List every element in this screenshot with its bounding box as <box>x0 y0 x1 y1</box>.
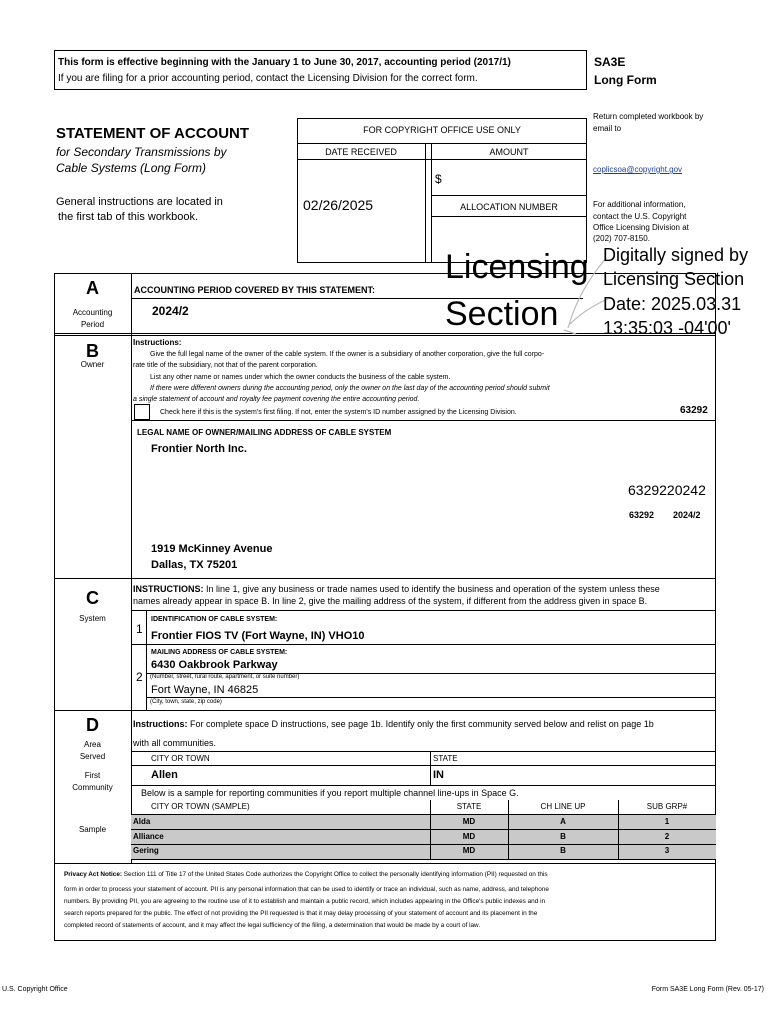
sample-row-2-subgrp: 2 <box>664 832 670 841</box>
first-community-city: Allen <box>151 769 178 781</box>
signature-line-3: Date: 2025.03.31 <box>603 294 742 314</box>
sample-row-3-subgrp: 3 <box>664 846 670 855</box>
footer-left: U.S. Copyright Office <box>2 986 68 993</box>
mailing-address-label: MAILING ADDRESS OF CABLE SYSTEM: <box>151 649 288 656</box>
section-d-served-label: Served <box>79 752 106 761</box>
section-b-instruction-3: List any other name or names under which the owner conducts the business of the cable system. <box>150 374 451 381</box>
sample-row-3-lineup: B <box>560 846 566 855</box>
long-system-id: 6329220242 <box>628 482 706 498</box>
contact-info-3: Office Licensing Division at <box>593 223 689 232</box>
section-c-instructions-2: names already appear in space B. In line 2, give the mailing address of the system, if different from the address given in space B. <box>133 596 648 606</box>
sample-row-2-state: MD <box>462 832 476 841</box>
first-filing-checkbox[interactable] <box>134 404 150 420</box>
privacy-notice-text-1: Section 111 of Title 17 of the United States Code authorizes the Copyright Office to collect the personally identifying information (PII) requested on this <box>122 871 548 878</box>
return-instructions-2: email to <box>593 124 622 133</box>
section-a-label-1: Accounting <box>72 308 113 317</box>
signature-line-4: 13:35:03 -04'00' <box>603 318 731 338</box>
contact-info-1: For additional information, <box>593 200 686 209</box>
sample-row-1-subgrp: 1 <box>664 817 670 826</box>
signature-stamp-licensing: Licensing <box>445 248 589 286</box>
contact-info-2: contact the U.S. Copyright <box>593 212 687 221</box>
section-a-label-2: Period <box>80 320 105 329</box>
section-d-first-label: First <box>84 771 101 780</box>
return-instructions-1: Return completed workbook by <box>593 112 704 121</box>
identification-label: IDENTIFICATION OF CABLE SYSTEM: <box>151 616 278 623</box>
date-received-label: DATE RECEIVED <box>325 147 397 157</box>
signature-stamp-section: Section <box>445 295 559 333</box>
section-d-instructions-text: For complete space D instructions, see page 1b. Identify only the first community served below and relist on page 1b <box>187 719 654 729</box>
section-c-instructions-bold: INSTRUCTIONS: <box>133 584 204 594</box>
sample-header-city: CITY OR TOWN (SAMPLE) <box>151 802 250 811</box>
section-d-instructions-bold: Instructions: <box>133 719 188 729</box>
section-c-instructions-1 <box>133 584 660 595</box>
owner-address-line-2: Dallas, TX 75201 <box>151 559 238 571</box>
signature-line-2: Licensing Section <box>603 269 745 289</box>
sample-row-3-state: MD <box>462 846 476 855</box>
first-filing-label: Check here if this is the system's first filing. If not, enter the system's ID number assigned by the Licensing Division. <box>160 409 517 416</box>
section-b-instruction-4: If there were different owners during the accounting period, only the owner on the last day of the accounting period should submit <box>150 385 550 392</box>
amount-label: AMOUNT <box>489 147 529 157</box>
document-subtitle-1: for Secondary Transmissions by <box>56 145 227 159</box>
section-c-label: System <box>79 614 106 623</box>
privacy-notice-line-1 <box>64 871 548 879</box>
privacy-notice-line-2: form in order to process your statement of account. PII is any personal information that can be used to identify or trace an individual, such as name, address, and telephone <box>64 886 549 893</box>
short-period: 2024/2 <box>673 510 701 520</box>
sample-row-2-lineup: B <box>560 832 566 841</box>
street-hint: (Number, street, rural route, apartment, or suite number) <box>150 674 300 680</box>
sample-row-1-city: Alda <box>133 817 151 826</box>
contact-info-4: (202) 707-8150. <box>593 234 650 243</box>
city-hint: (City, town, state, zip code) <box>150 699 222 705</box>
form-code: SA3E <box>594 55 626 69</box>
legal-name-label: LEGAL NAME OF OWNER/MAILING ADDRESS OF CABLE SYSTEM <box>137 428 392 437</box>
section-c-instructions-text: In line 1, give any business or trade names used to identify the business and operation of the system unless these <box>203 584 660 594</box>
section-b-instructions-heading: Instructions: <box>133 338 182 347</box>
privacy-notice-line-5: completed record of statements of account, and it may affect the legal sufficiency of the filing, a determination that would be made by a court of law. <box>64 922 481 929</box>
first-community-state: IN <box>433 769 444 781</box>
amount-symbol: $ <box>435 172 442 186</box>
city-or-town-label: CITY OR TOWN <box>151 754 210 763</box>
sample-row-2-city: Alliance <box>133 832 164 841</box>
system-line-1-number: 1 <box>136 622 143 636</box>
document-subtitle-2: Cable Systems (Long Form) <box>56 161 207 175</box>
system-line-2-number: 2 <box>136 670 143 684</box>
general-instructions-2: the first tab of this workbook. <box>58 211 199 223</box>
form-name: Long Form <box>594 73 657 87</box>
office-use-heading: FOR COPYRIGHT OFFICE USE ONLY <box>363 125 521 135</box>
section-c-letter: C <box>86 588 99 608</box>
cable-system-name: Frontier FIOS TV (Fort Wayne, IN) VHO10 <box>151 630 365 642</box>
section-d-instructions-2: with all communities. <box>133 738 217 748</box>
privacy-notice-bold: Privacy Act Notice: <box>64 871 123 878</box>
footer-right: Form SA3E Long Form (Rev. 05-17) <box>651 986 764 993</box>
allocation-number-label: ALLOCATION NUMBER <box>460 202 558 212</box>
cable-system-street: 6430 Oakbrook Parkway <box>151 659 278 671</box>
effective-notice-line2: If you are filing for a prior accounting period, contact the Licensing Division for the correct form. <box>58 73 478 84</box>
cable-system-city: Fort Wayne, IN 46825 <box>151 684 259 696</box>
section-d-instructions-1 <box>133 719 654 730</box>
sample-row-1-lineup: A <box>560 817 566 826</box>
general-instructions-1: General instructions are located in <box>56 196 223 208</box>
section-b-instruction-1: Give the full legal name of the owner of the cable system. If the owner is a subsidiary of another corporation, give the full corpo- <box>150 351 545 358</box>
return-email-link[interactable]: coplicsoa@copyright.gov <box>593 165 683 174</box>
privacy-notice-line-3: numbers. By providing PII, you are agreeing to the routine use of it to establish and maintain a public record, which includes appearing in the Office's public indexes and in <box>64 898 546 905</box>
date-received-value: 02/26/2025 <box>303 197 374 213</box>
section-b-instruction-2: rate title of the subsidiary, not that of the parent corporation. <box>133 362 318 369</box>
sample-header-ch-line-up: CH LINE UP <box>540 802 586 811</box>
section-d-area-label: Area <box>84 740 101 749</box>
owner-name: Frontier North Inc. <box>151 443 247 455</box>
privacy-notice-line-4: search reports prepared for the public. The effect of not providing the PII requested is that it may delay processing of your statement of account and its placement in the <box>64 910 538 917</box>
sample-header-sub-grp: SUB GRP# <box>646 802 688 811</box>
sample-row-1-state: MD <box>462 817 476 826</box>
sample-header-state: STATE <box>456 802 482 811</box>
document-title: STATEMENT OF ACCOUNT <box>56 125 250 142</box>
section-b-label: Owner <box>80 360 105 369</box>
state-label: STATE <box>433 754 458 763</box>
section-d-letter: D <box>86 715 99 735</box>
sample-row-3-city: Gering <box>133 846 159 855</box>
section-b-letter: B <box>86 341 99 361</box>
accounting-period-value: 2024/2 <box>152 304 189 318</box>
section-b-instruction-5: a single statement of account and royalty fee payment covering the entire accounting period. <box>133 396 420 403</box>
sample-note: Below is a sample for reporting communities if you report multiple channel line-ups in Space G. <box>141 788 519 798</box>
signature-line-1: Digitally signed by <box>603 245 749 265</box>
section-a-letter: A <box>86 278 99 298</box>
system-id-value: 63292 <box>680 405 708 416</box>
section-d-sample-label: Sample <box>78 825 107 834</box>
accounting-period-heading: ACCOUNTING PERIOD COVERED BY THIS STATEMENT: <box>134 285 376 295</box>
office-use-box <box>297 118 587 263</box>
short-system-id: 63292 <box>629 510 655 520</box>
section-d-community-label: Community <box>72 783 113 792</box>
owner-address-line-1: 1919 McKinney Avenue <box>151 543 273 555</box>
effective-notice-line1: This form is effective beginning with the January 1 to June 30, 2017, accounting period (2017/1) <box>58 57 511 68</box>
